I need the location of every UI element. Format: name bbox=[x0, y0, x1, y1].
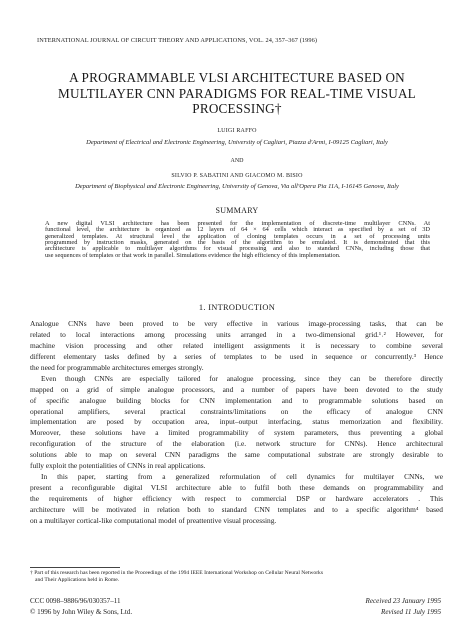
body-line: implementation are posed by occupation area, input–output interfacing, status memorization and flexibility. bbox=[30, 417, 443, 427]
body-line: present a reconfigurable digital VLSI architecture able to fulfil both these demands on programmability and bbox=[30, 483, 443, 493]
abstract-line: architecture is applicable to multilayer algorithms for visual processing and also to standard CNNs, including those that bbox=[45, 245, 430, 253]
body-line: related to local interactions among processing units arranged in a two-dimensional grid.¹˒² However, for bbox=[30, 329, 443, 339]
footnote-line: and Their Applications held in Rome. bbox=[35, 577, 120, 583]
copyright: © 1996 by John Wiley & Sons, Ltd. bbox=[30, 608, 133, 616]
body-line: fully exploit the potentialities of CNNs in real applications. bbox=[30, 461, 206, 471]
body-line: reconfiguration of the structure of the elaboration (i.e. network structure for CNNs). Hence architectural bbox=[30, 439, 443, 449]
body-line: Moreover, these solutions have a limited programmability of system parameters, thus preventing a global bbox=[30, 428, 443, 438]
body-line: operational amplifiers, several practical constraints/limitations on the efficacy of analogue CNN bbox=[30, 406, 443, 416]
abstract-line: functional level, the architecture is organized as 12 layers of 64 × 64 cells which interact as specified by a set of 3D bbox=[45, 226, 430, 234]
abstract-line: programmed by instruction masks, generated on the basis of the algorithm to be emulated. It is demonstrated that this bbox=[45, 239, 430, 247]
body-line: the requirements of higher efficiency with respect to commercial DSP or hardware accelerators . This bbox=[30, 494, 443, 503]
affiliation-2: Department of Biophysical and Electronic Engineering, University of Genova, Via all'Opera Pia 11A, I-16145 Genova, Italy bbox=[75, 183, 399, 190]
abstract-line: use sequences of templates or that work in parallel. Simulations evidence the high efficiency of this implementation. bbox=[45, 251, 341, 259]
publication-info bbox=[30, 596, 132, 618]
title-line: MULTILAYER CNN PARADIGMS FOR REAL-TIME VISUAL bbox=[58, 85, 416, 101]
affiliation-1: Department of Electrical and Electronic Engineering, University of Cagliari, Piazza d'Armi, I-09125 Cagliari, Italy bbox=[86, 139, 388, 146]
footnote-line: † Part of this research has been reported in the Proceedings of the 1994 IEEE International Workshop on Cellular Neural Networks bbox=[30, 570, 324, 576]
and-separator: AND bbox=[230, 158, 244, 164]
footnote-rule bbox=[30, 567, 120, 568]
body-line: Analogue CNNs have been proved to be very effective in various image-processing tasks, that can be bbox=[30, 319, 443, 328]
body-line: of specific analogue building blocks for CNN implementation and to programmable solutions based on bbox=[30, 395, 443, 405]
title-line: A PROGRAMMABLE VLSI ARCHITECTURE BASED ON bbox=[69, 70, 405, 85]
title-line: PROCESSING† bbox=[192, 101, 282, 116]
body-line: Even though CNNs are especially tailored for analogue processing, since they can be therefore directly bbox=[41, 373, 443, 383]
body-line: the need for programmable architectures emerges strongly. bbox=[30, 362, 204, 372]
summary-heading: SUMMARY bbox=[215, 206, 259, 215]
body-text bbox=[30, 319, 443, 527]
abstract bbox=[45, 220, 430, 258]
body-line: In this paper, starting from a generalized reformulation of cell dynamics for multilayer CNNs, we bbox=[41, 472, 443, 482]
abstract-line: generalized templates. At structural level the application of cloning templates occurs in a set of processing units bbox=[45, 232, 430, 240]
paper-title bbox=[30, 70, 444, 117]
body-line: mapped on a grid of simple analogue processors, and a number of papers have been devoted to the study bbox=[30, 384, 443, 394]
body-line: different elementary tasks defined by a series of templates to be used in sequence or concurrently.³ Hence bbox=[30, 351, 443, 361]
author-2: SILVIO P. SABATINI AND GIACOMO M. BISIO bbox=[171, 173, 303, 179]
footnote bbox=[30, 570, 450, 584]
journal-header: INTERNATIONAL JOURNAL OF CIRCUIT THEORY AND APPLICATIONS, VOL. 24, 357–367 (1996) bbox=[37, 37, 318, 44]
section-heading: 1. INTRODUCTION bbox=[198, 303, 276, 312]
ccc-code: CCC 0098–9886/96/030357–11 bbox=[30, 597, 121, 605]
revised-date: Revised 11 July 1995 bbox=[381, 608, 441, 616]
author-1: LUIGI RAFFO bbox=[217, 128, 257, 134]
body-line: machine vision processing and other related intelligent assignments it is necessary to combine several bbox=[30, 340, 443, 350]
received-dates bbox=[300, 596, 441, 618]
body-line: on a multilayer cortical-like computational model of preattentive visual processing. bbox=[30, 515, 277, 525]
body-line: architecture will be motivated in relation both to standard CNN templates and to a specific algorithm⁴ based bbox=[30, 504, 443, 514]
body-line: solutions able to map on several CNN paradigms the same computational substrate are strongly desirable to bbox=[30, 450, 443, 460]
abstract-line: A new digital VLSI architecture has been presented for the implementation of discrete-time multilayer CNNs. At bbox=[45, 220, 430, 227]
received-date: Received 23 January 1995 bbox=[365, 597, 441, 605]
